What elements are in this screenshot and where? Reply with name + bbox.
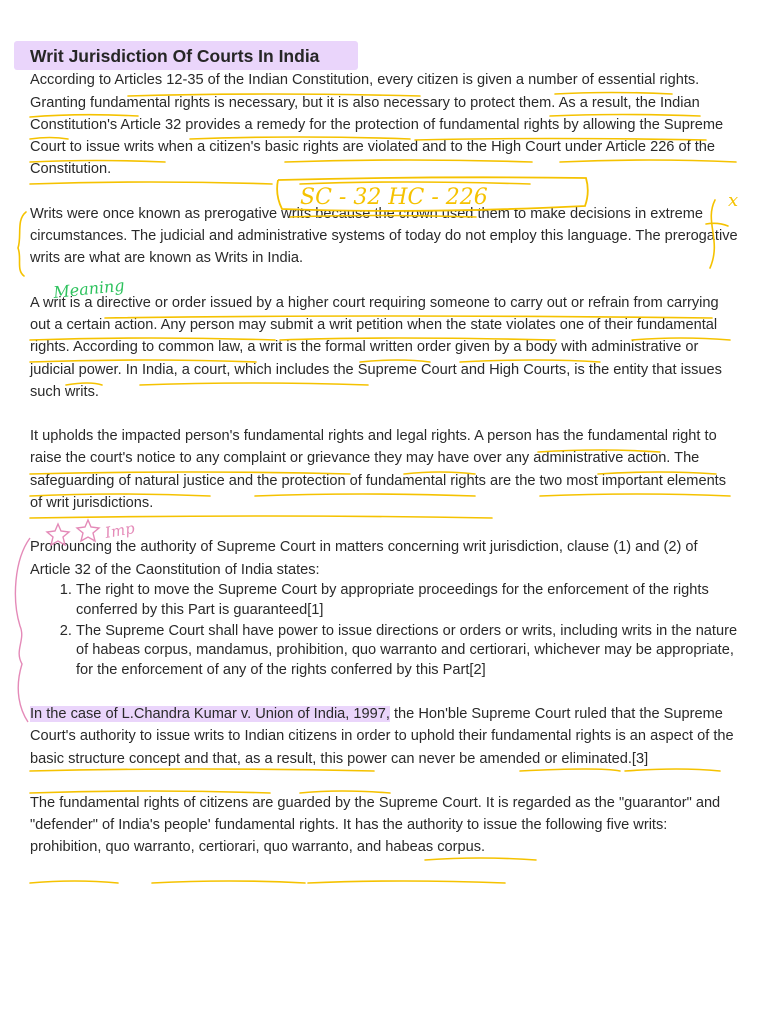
article32-list bbox=[30, 581, 740, 681]
paragraph-guarantor: The fundamental rights of citizens are guarded by the Supreme Court. It is regarded as the "guarantor" and "defender" of India's people' fundamental rights. It has the authority to issue the following five writs: prohibition, quo warranto, certiorari, quo warranto, and habeas corpus. bbox=[30, 794, 721, 856]
document-body bbox=[30, 44, 740, 881]
paragraph-prerogative: Writs were once known as prerogative writs because the crown used them to make decisions in extreme circumstances. The judicial and administrative systems of today do not employ this language. The prerogative writs are what are known as Writs in India. bbox=[30, 205, 738, 267]
list-item: 2. The Supreme Court shall have power to issue directions or orders or writs, including writs in the nature of habeas corpus, mandamus, prohibition, quo warranto and certiorari, whichever may be appropriate, for the enforcement of any of the rights conferred by this Part[2] bbox=[76, 622, 740, 681]
case-text: the Hon'ble Supreme Court ruled that the Supreme Court's authority to issue writs to Indian citizens in order to uphold their fundamental rights is an aspect of the basic structure concept and that, as a result, this power can never be amended or eliminated.[3] bbox=[30, 705, 734, 767]
page-title: Writ Jurisdiction Of Courts In India bbox=[30, 46, 320, 66]
paragraph-chandra-case bbox=[30, 703, 740, 770]
pink-margin-brace bbox=[15, 538, 30, 722]
case-highlight: In the case of L.Chandra Kumar v. Union of India, 1997, bbox=[30, 705, 390, 722]
margin-x-mark: x bbox=[728, 190, 739, 211]
paragraph-intro: According to Articles 12-35 of the Indian Constitution, every citizen is given a number of essential rights. Granting fundamental rights is necessary, but it is also necessary to protect them. As a result, the Indian Constitution's Article 32 provides a remedy for the protection of fundamental rights by allowing the Supreme Court to issue writs when a citizen's basic rights are violated and to the High Court under Article 226 of the Constitution. bbox=[30, 72, 724, 178]
list-item: 1. The right to move the Supreme Court by appropriate proceedings for the enforcement of the rights conferred by this Part is guaranteed[1] bbox=[76, 581, 740, 621]
paragraph-upholds: It upholds the impacted person's fundamental rights and legal rights. A person has the fundamental right to raise the court's notice to any complaint or grievance they may have over any administrative action. The safeguarding of natural justice and the protection of fundamental rights are the two most important elements of writ jurisdictions. bbox=[30, 428, 727, 512]
imp-label: Imp bbox=[103, 519, 137, 542]
paragraph-pronouncing: Pronouncing the authority of Supreme Court in matters concerning writ jurisdiction, clause (1) and (2) of Article 32 of the Caonstitution of India states: bbox=[30, 539, 698, 578]
boxed-note-text: SC - 32 HC - 226 bbox=[300, 185, 488, 210]
title-block bbox=[30, 44, 319, 68]
meaning-label: Meaning bbox=[52, 275, 126, 302]
paragraph-meaning: A writ is a directive or order issued by a higher court requiring someone to carry out or refrain from carrying out a certain action. Any person may submit a writ petition when the state violates one of their fundamental rights. According to common law, a writ is the formal written order given by a body with administrative or judicial power. In India, a court, which includes the Supreme Court and High Courts, is the entity that issues such writs. bbox=[30, 294, 722, 400]
